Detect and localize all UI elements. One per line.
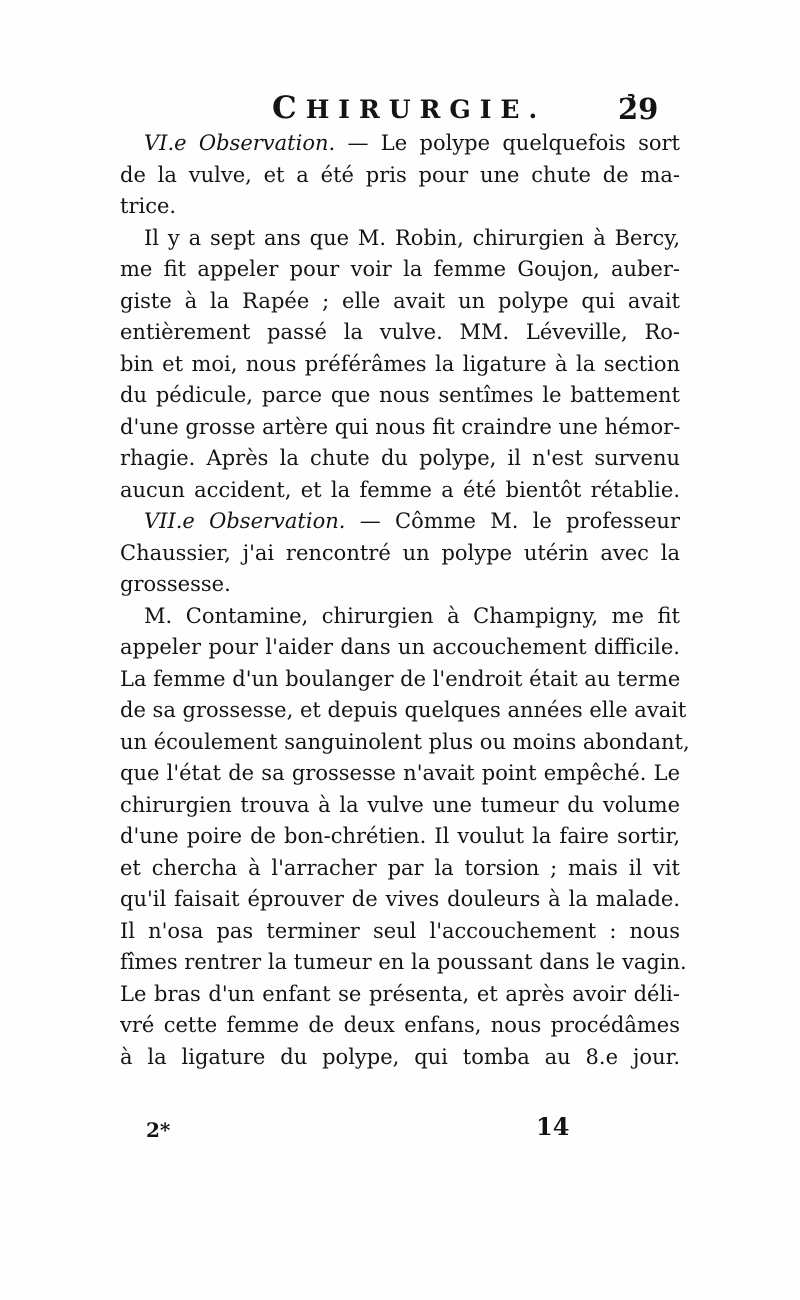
text-line: grossesse. xyxy=(120,572,231,596)
text-line: Chaussier, j'ai rencontré un polype utérin avec la xyxy=(120,540,680,565)
text-line: La femme d'un boulanger de l'endroit était au terme xyxy=(120,666,681,691)
text-line: appeler pour l'aider dans un accouchement difficile. xyxy=(120,635,680,659)
page-header xyxy=(0,90,800,130)
text-line: Il y a sept ans que M. Robin, chirurgien à Bercy, xyxy=(144,225,680,250)
text-line: trice. xyxy=(120,194,177,218)
text-line: chirurgien trouva à la vulve une tumeur du volume xyxy=(120,792,680,817)
text-line: et chercha à l'arracher par la torsion ; mais il vit xyxy=(120,855,680,880)
observation-heading-line xyxy=(120,128,680,160)
text-line: un écoulement sanguinolent plus ou moins abondant, xyxy=(120,729,690,754)
signature-folio: 14 xyxy=(536,1112,570,1141)
text-line: vré cette femme de deux enfans, nous procédâmes xyxy=(120,1013,680,1037)
text-line: bin et moi, nous préférâmes la ligature à la section xyxy=(120,351,680,376)
text-line: que l'état de sa grossesse n'avait point empêché. Le xyxy=(120,761,680,785)
text-line: qu'il faisait éprouver de vives douleurs à la malade. xyxy=(120,887,680,911)
observation-label: VII.e Observation. xyxy=(144,509,346,533)
text-line: me fit appeler pour voir la femme Goujon, auber- xyxy=(120,257,680,281)
text-line: de sa grossesse, et depuis quelques années elle avait xyxy=(120,698,687,722)
running-title-rest: HIRURGIE. xyxy=(305,95,547,124)
text-line: M. Contamine, chirurgien à Champigny, me fit xyxy=(144,603,680,628)
observation-heading-line xyxy=(120,506,680,538)
text-line: — Cômme M. le professeur xyxy=(345,509,680,533)
text-line: Le bras d'un enfant se présenta, et après avoir déli- xyxy=(120,981,680,1006)
observation-label: VI.e Observation. xyxy=(144,131,336,155)
body-text xyxy=(120,128,690,1073)
page-footer xyxy=(0,1112,800,1152)
text-line: du pédicule, parce que nous sentîmes le battement xyxy=(120,383,680,407)
text-line: fîmes rentrer la tumeur en la poussant dans le vagin. xyxy=(120,950,687,974)
signature-mark: 2* xyxy=(146,1118,171,1142)
text-line: d'une poire de bon-chrétien. Il voulut la faire sortir, xyxy=(120,824,680,848)
running-title xyxy=(272,90,546,126)
text-line: giste à la Rapée ; elle avait un polype qui avait xyxy=(120,288,680,313)
text-line: Il n'osa pas terminer seul l'accouchement : nous xyxy=(120,918,680,943)
text-line: de la vulve, et a été pris pour une chute de ma- xyxy=(120,162,680,187)
text-line: entièrement passé la vulve. MM. Léveville, Ro- xyxy=(120,320,680,344)
text-line: d'une grosse artère qui nous fit craindre une hémor- xyxy=(120,414,681,439)
running-title-initial: C xyxy=(272,90,306,126)
text-line: rhagie. Après la chute du polype, il n'est survenu xyxy=(120,446,680,470)
text-line: à la ligature du polype, qui tomba au 8.e jour. xyxy=(120,1044,680,1069)
page-number: 2̉9 xyxy=(618,92,659,126)
text-line: aucun accident, et la femme a été bientôt rétablie. xyxy=(120,477,680,502)
text-line: — Le polype quelquefois sort xyxy=(335,131,680,155)
